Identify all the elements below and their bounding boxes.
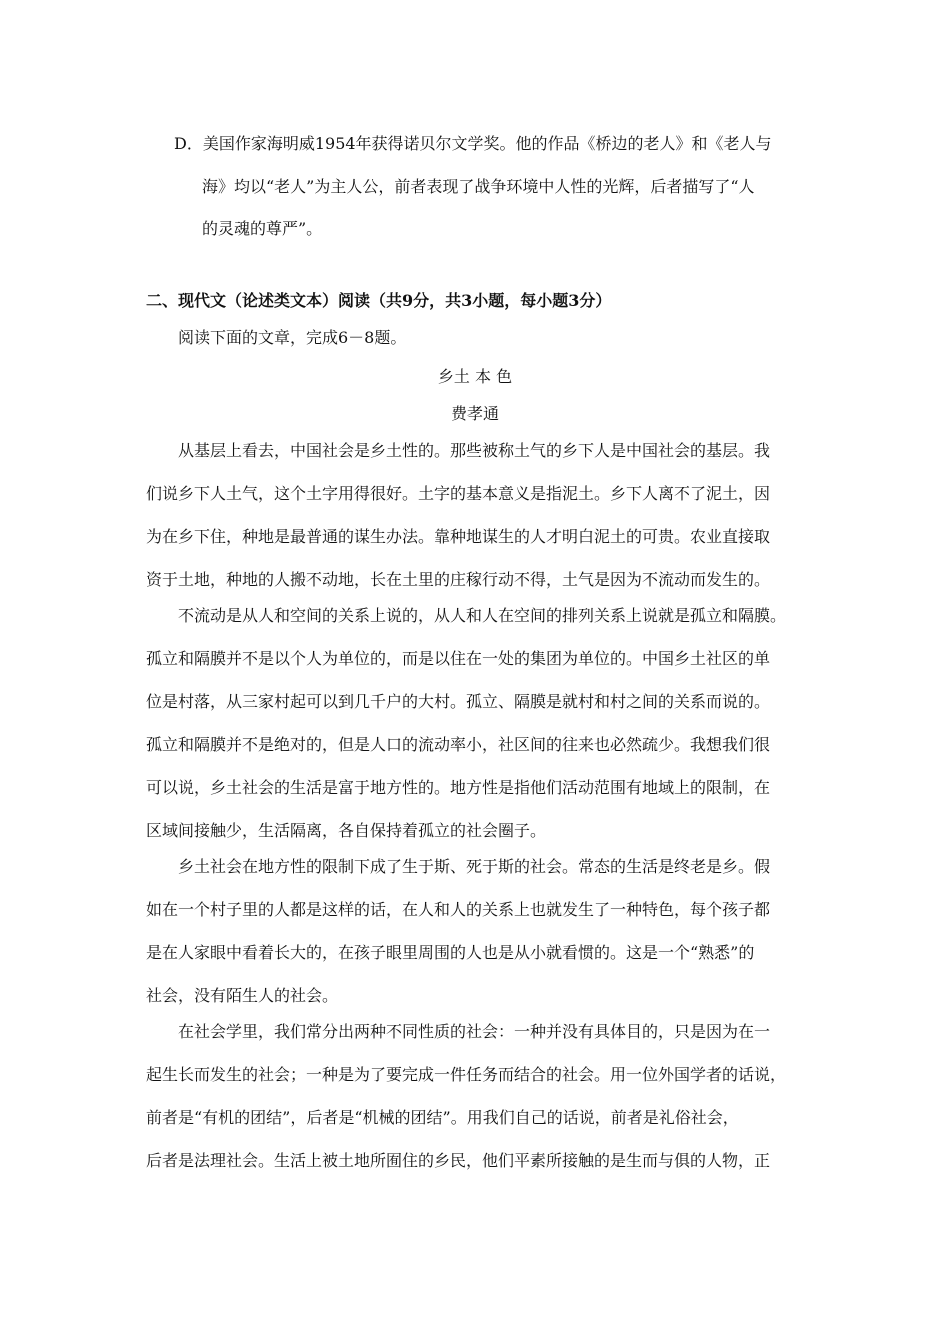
paragraph-1-line-2: 们说乡下人土气，这个土字用得很好。土字的基本意义是指泥土。乡下人离不了泥土，因 [146,484,771,503]
paragraph-4-line-2: 起生长而发生的社会；一种是为了要完成一件任务而结合的社会。用一位外国学者的话说， [146,1065,787,1084]
article-author: 费孝通 [450,404,499,423]
option-d-line-2: 海》均以“老人”为主人公，前者表现了战争环境中人性的光辉，后者描写了“人 [202,177,755,196]
paragraph-4-line-3: 前者是“有机的团结”，后者是“机械的团结”。用我们自己的话说，前者是礼俗社会， [146,1108,739,1127]
paragraph-3-line-3: 是在人家眼中看着长大的，在孩子眼里周围的人也是从小就看惯的。这是一个“熟悉”的 [146,943,755,962]
paragraph-1-line-1: 从基层上看去，中国社会是乡土性的。那些被称土气的乡下人是中国社会的基层。我 [178,441,771,460]
paragraph-2-line-1: 不流动是从人和空间的关系上说的，从人和人在空间的排列关系上说就是孤立和隔膜。 [178,606,787,625]
paragraph-4-line-1: 在社会学里，我们常分出两种不同性质的社会：一种并没有具体目的，只是因为在一 [178,1022,771,1041]
paragraph-2-line-3: 位是村落，从三家村起可以到几千户的大村。孤立、隔膜是就村和村之间的关系而说的。 [146,692,771,711]
paragraph-1-line-4: 资于土地，种地的人搬不动地，长在土里的庄稼行动不得，土气是因为不流动而发生的。 [146,570,771,589]
article-title: 乡土 本 色 [437,367,513,386]
paragraph-1-line-3: 为在乡下住，种地是最普通的谋生办法。靠种地谋生的人才明白泥土的可贵。农业直接取 [146,527,771,546]
section-instruction: 阅读下面的文章，完成6－8题。 [178,328,407,347]
paragraph-2-line-4: 孤立和隔膜并不是绝对的，但是人口的流动率小，社区间的往来也必然疏少。我想我们很 [146,735,771,754]
option-d-line-1: D．美国作家海明威1954年获得诺贝尔文学奖。他的作品《桥边的老人》和《老人与 [174,134,772,153]
option-d-line-3: 的灵魂的尊严”。 [202,219,323,238]
paragraph-2-line-2: 孤立和隔膜并不是以个人为单位的，而是以住在一处的集团为单位的。中国乡土社区的单 [146,649,771,668]
paragraph-3-line-1: 乡土社会在地方性的限制下成了生于斯、死于斯的社会。常态的生活是终老是乡。假 [178,857,771,876]
paragraph-2-line-6: 区域间接触少，生活隔离，各自保持着孤立的社会圈子。 [146,821,547,840]
paragraph-4-line-4: 后者是法理社会。生活上被土地所囿住的乡民，他们平素所接触的是生而与俱的人物，正 [146,1151,771,1170]
section-heading: 二、现代文（论述类文本）阅读（共9分，共3小题，每小题3分） [146,291,612,310]
paragraph-2-line-5: 可以说，乡土社会的生活是富于地方性的。地方性是指他们活动范围有地域上的限制，在 [146,778,771,797]
paragraph-3-line-2: 如在一个村子里的人都是这样的话，在人和人的关系上也就发生了一种特色，每个孩子都 [146,900,771,919]
paragraph-3-line-4: 社会，没有陌生人的社会。 [146,986,339,1005]
